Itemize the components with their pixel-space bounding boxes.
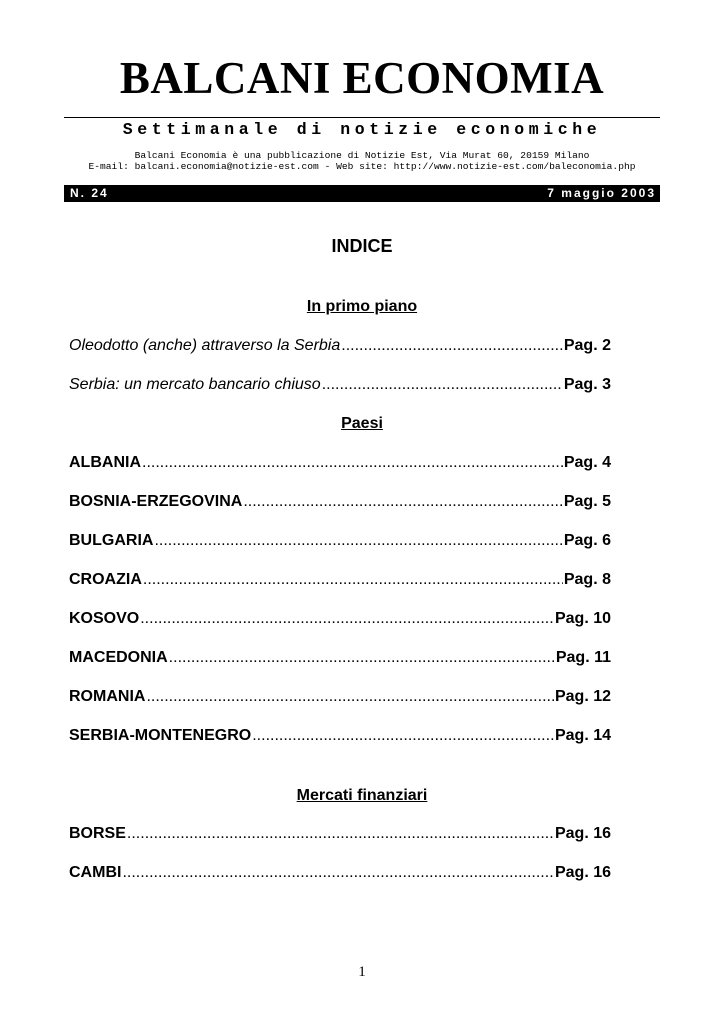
- toc-entry[interactable]: [69, 532, 611, 552]
- section-heading-paesi: Paesi: [341, 415, 383, 432]
- toc-entry-page: Pag. 3: [563, 376, 611, 393]
- toc-entry[interactable]: [69, 337, 611, 357]
- toc-entry[interactable]: [69, 571, 611, 591]
- contact-line: E-mail: balcani.economia@notizie-est.com - Web site: http://www.notizie-est.com/baleconomia.php: [88, 161, 636, 172]
- toc-entry[interactable]: [69, 825, 611, 845]
- toc-entry[interactable]: [69, 864, 611, 884]
- toc-entry-label: MACEDONIA: [69, 649, 168, 666]
- toc-leader-dots: [169, 649, 555, 667]
- toc-entry-page: Pag. 14: [554, 727, 611, 744]
- index-title: INDICE: [331, 236, 393, 256]
- toc-entry-page: Pag. 16: [554, 864, 611, 881]
- toc-entry[interactable]: [69, 493, 611, 513]
- toc-entry[interactable]: [69, 454, 611, 474]
- toc-entry-page: Pag. 8: [563, 571, 611, 588]
- page-number: 1: [358, 964, 366, 980]
- masthead-title: BALCANI ECONOMIA: [119, 53, 605, 103]
- toc-entry-page: Pag. 4: [563, 454, 611, 471]
- publication-info: [64, 150, 660, 172]
- toc-leader-dots: [154, 532, 562, 550]
- toc-leader-dots: [142, 454, 563, 472]
- toc-entry[interactable]: [69, 727, 611, 747]
- section-heading-mercati: Mercati finanziari: [296, 787, 428, 804]
- toc-entry-label: Serbia: un mercato bancario chiuso: [69, 376, 321, 393]
- toc-entry-label: BULGARIA: [69, 532, 154, 549]
- issue-date: 7 maggio 2003: [547, 186, 656, 200]
- toc-entry[interactable]: [69, 610, 611, 630]
- toc-leader-dots: [252, 727, 554, 745]
- toc-entry[interactable]: [69, 688, 611, 708]
- toc-entry-page: Pag. 16: [554, 825, 611, 842]
- toc-entry-page: Pag. 11: [555, 649, 611, 666]
- toc-entry-label: BORSE: [69, 825, 126, 842]
- toc-entry-label: SERBIA-MONTENEGRO: [69, 727, 252, 744]
- toc-entry-label: ROMANIA: [69, 688, 146, 705]
- toc-entry-page: Pag. 6: [563, 532, 611, 549]
- toc-entry-label: CAMBI: [69, 864, 122, 881]
- toc-entry-label: Oleodotto (anche) attraverso la Serbia: [69, 337, 341, 354]
- toc-entry[interactable]: [69, 649, 611, 669]
- toc-leader-dots: [143, 571, 563, 589]
- toc-entry-label: KOSOVO: [69, 610, 140, 627]
- toc-entry-page: Pag. 12: [554, 688, 611, 705]
- section-heading-primo-piano: In primo piano: [306, 298, 418, 315]
- toc-leader-dots: [127, 825, 554, 843]
- issue-number: N. 24: [70, 186, 109, 200]
- issue-bar: [64, 185, 660, 202]
- toc-entry-page: Pag. 2: [563, 337, 611, 354]
- toc-leader-dots: [122, 864, 554, 882]
- toc-entry-label: BOSNIA-ERZEGOVINA: [69, 493, 243, 510]
- toc-entry-label: CROAZIA: [69, 571, 142, 588]
- publisher-line: Balcani Economia è una pubblicazione di Notizie Est, Via Murat 60, 20159 Milano: [134, 150, 590, 161]
- toc-entry-page: Pag. 10: [554, 610, 611, 627]
- toc-entry-label: ALBANIA: [69, 454, 141, 471]
- toc-leader-dots: [140, 610, 554, 628]
- toc-leader-dots: [341, 337, 563, 355]
- toc-entry-page: Pag. 5: [563, 493, 611, 510]
- masthead-subtitle: Settimanale di notizie economiche: [122, 120, 602, 139]
- toc-entry[interactable]: [69, 376, 611, 396]
- toc-leader-dots: [146, 688, 554, 706]
- toc-leader-dots: [243, 493, 563, 511]
- toc-leader-dots: [322, 376, 563, 394]
- masthead-rule: [64, 117, 660, 118]
